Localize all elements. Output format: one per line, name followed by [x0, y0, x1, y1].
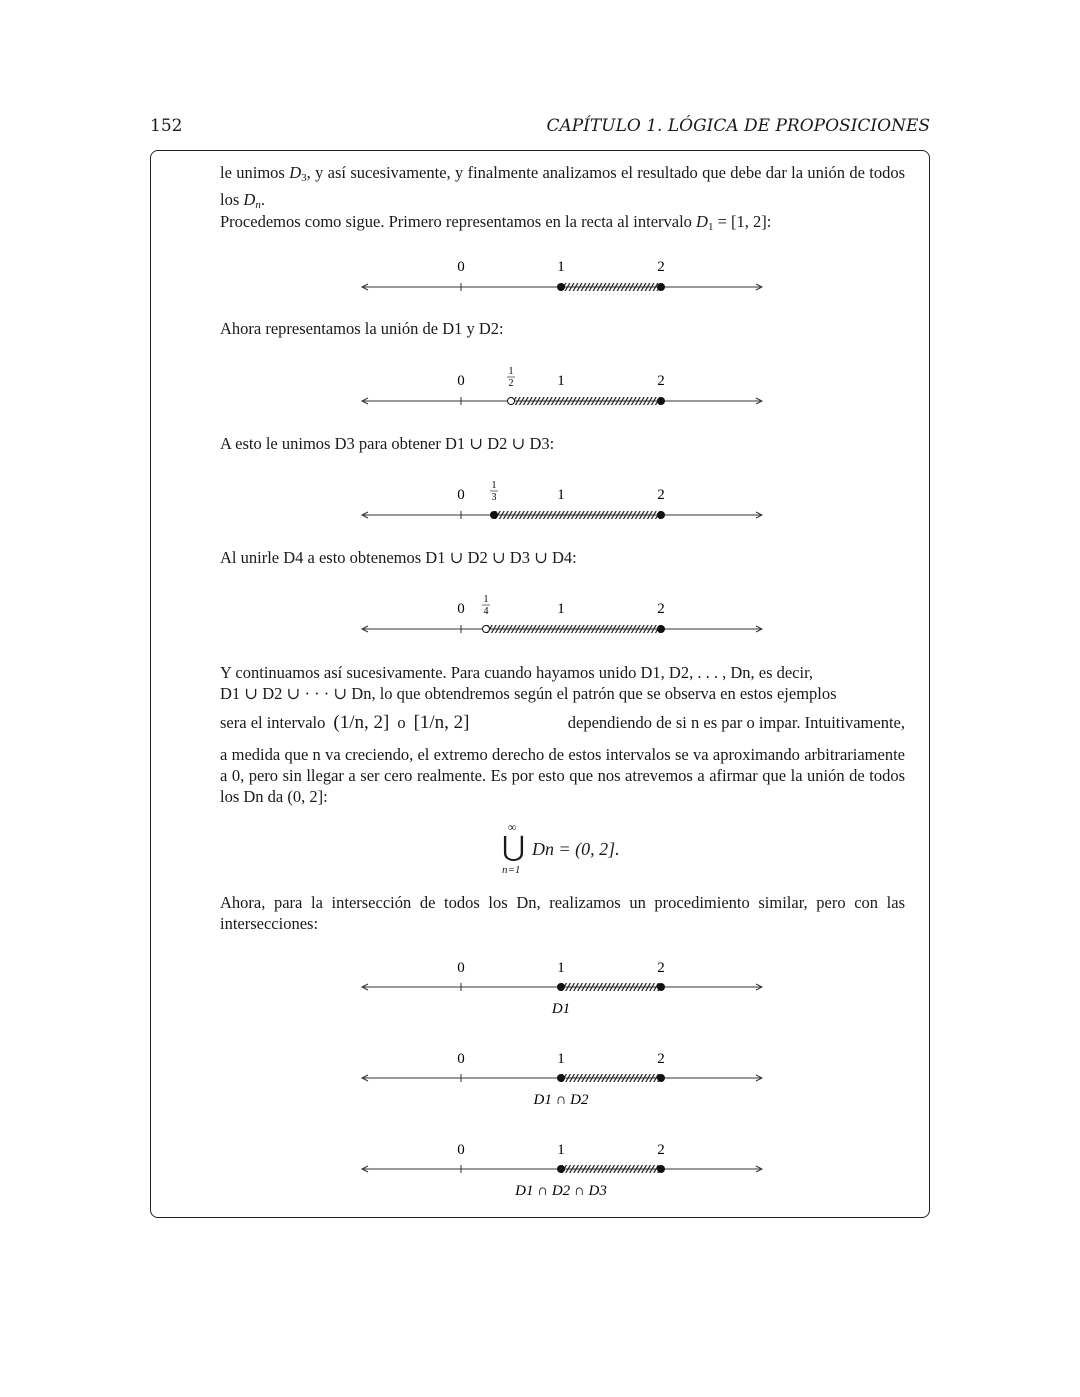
- tick-label-two: 2: [657, 1051, 665, 1067]
- number-line-union-d4: [360, 594, 770, 639]
- formula-body: Dn = (0, 2].: [532, 839, 620, 859]
- text: o: [397, 713, 406, 732]
- paragraph-6-line-3: [220, 712, 905, 733]
- tick-label-zero: 0: [457, 259, 465, 275]
- closed-endpoint: [557, 983, 565, 991]
- hatched-interval: [561, 283, 661, 291]
- number-line-union-d2: [360, 366, 770, 411]
- paragraph-1: [220, 162, 905, 216]
- closed-endpoint: [657, 1074, 665, 1082]
- tick-label-zero: 0: [457, 373, 465, 389]
- tick-label-zero: 0: [457, 1051, 465, 1067]
- number-line-union-d3: [360, 480, 770, 525]
- tick-label-third-den: 3: [491, 492, 497, 503]
- hatched-interval: [494, 511, 661, 519]
- tick-label-zero: 0: [457, 601, 465, 617]
- tick-label-third-num: 1: [491, 480, 497, 491]
- formula-upper: ∞: [508, 820, 517, 834]
- closed-endpoint: [657, 283, 665, 291]
- closed-endpoint: [557, 1165, 565, 1173]
- tick-label-one: 1: [557, 487, 565, 503]
- closed-endpoint: [657, 983, 665, 991]
- paragraph-5: Al unirle D4 a esto obtenemos D1 ∪ D2 ∪ D3 ∪ D4:: [220, 548, 577, 567]
- text: le unimos: [220, 163, 290, 182]
- interval-caption: D1 ∩ D2 ∩ D3: [515, 1183, 607, 1199]
- tick-label-quarter-num: 1: [483, 594, 489, 605]
- hatched-interval: [561, 1165, 661, 1173]
- paragraph-6-line-2: D1 ∪ D2 ∪ · · · ∪ Dn, lo que obtendremos según el patrón que se observa en estos ejemplos: [220, 684, 837, 703]
- text: dependiendo de si n es par o impar. Intuitivamente,: [567, 713, 905, 732]
- paragraph-7: Ahora, para la intersección de todos los Dn, realizamos un procedimiento similar, pero con las intersecciones:: [220, 893, 905, 933]
- running-title: CAPÍTULO 1. LÓGICA DE PROPOSICIONES: [546, 116, 930, 136]
- subscript: 1: [707, 221, 714, 233]
- paragraph-3: Ahora representamos la unión de D1 y D2:: [220, 319, 504, 338]
- number-line-int-1: [360, 956, 770, 1021]
- tick-label-one: 1: [557, 259, 565, 275]
- tick-label-zero: 0: [457, 960, 465, 976]
- math: D: [243, 190, 256, 209]
- text: = [1, 2]:: [713, 212, 772, 231]
- math: D: [289, 163, 302, 182]
- text: sera el intervalo: [220, 713, 326, 732]
- text: Procedemos como sigue. Primero representamos en la recta al intervalo: [220, 212, 697, 231]
- closed-endpoint: [657, 625, 665, 633]
- number-line-int-2: [360, 1047, 770, 1112]
- closed-endpoint: [657, 397, 665, 405]
- tick-label-half-num: 1: [508, 366, 514, 377]
- closed-endpoint: [490, 511, 498, 519]
- text: .: [260, 190, 265, 209]
- page-header: [150, 116, 930, 140]
- hatched-interval: [511, 397, 661, 405]
- tick-label-zero: 0: [457, 1142, 465, 1158]
- tick-label-one: 1: [557, 1142, 565, 1158]
- tick-label-one: 1: [557, 601, 565, 617]
- hatched-interval: [561, 1074, 661, 1082]
- formula-lower: n=1: [502, 864, 521, 876]
- tick-label-quarter-den: 4: [483, 606, 489, 617]
- closed-endpoint: [557, 283, 565, 291]
- page-number: 152: [150, 116, 183, 136]
- number-line-d1: [360, 255, 770, 300]
- text: , y así sucesivamente, y finalmente analizamos el resultado que debe dar la unión de todos los: [220, 163, 906, 209]
- paragraph-4: A esto le unimos D3 para obtener D1 ∪ D2 ∪ D3:: [220, 434, 555, 453]
- interval-closed: [1/n, 2]: [413, 712, 470, 733]
- open-endpoint: [508, 398, 515, 405]
- paragraph-6-rest: a medida que n va creciendo, el extremo derecho de estos intervalos se va aproximando arbitrariamente a 0, pero sin llegar a ser cero realmente. Es por esto que nos atrevemos a afirmar que la unión de todos los Dn da (0, 2]:: [220, 745, 905, 806]
- open-endpoint: [483, 626, 490, 633]
- tick-label-two: 2: [657, 373, 665, 389]
- tick-label-two: 2: [657, 601, 665, 617]
- paragraph-6-line-1: Y continuamos así sucesivamente. Para cuando hayamos unido D1, D2, . . . , Dn, es decir,: [220, 663, 814, 682]
- interval-open: (1/n, 2]: [333, 712, 390, 733]
- number-line-int-3: [360, 1138, 770, 1203]
- tick-label-half-den: 2: [508, 378, 514, 389]
- interval-caption: D1 ∩ D2: [533, 1092, 589, 1108]
- tick-label-zero: 0: [457, 487, 465, 503]
- hatched-interval: [486, 625, 661, 633]
- tick-label-two: 2: [657, 487, 665, 503]
- interval-caption: D1: [551, 1001, 571, 1017]
- subscript: n: [255, 199, 261, 211]
- closed-endpoint: [557, 1074, 565, 1082]
- tick-label-two: 2: [657, 259, 665, 275]
- big-union-icon: ⋃: [502, 832, 525, 863]
- tick-label-two: 2: [657, 960, 665, 976]
- closed-endpoint: [657, 1165, 665, 1173]
- tick-label-two: 2: [657, 1142, 665, 1158]
- paragraph-2: [220, 211, 905, 238]
- hatched-interval: [561, 983, 661, 991]
- union-formula: [500, 822, 700, 882]
- closed-endpoint: [657, 511, 665, 519]
- tick-label-one: 1: [557, 1051, 565, 1067]
- math: D: [696, 212, 708, 231]
- subscript: 3: [301, 172, 307, 184]
- tick-label-one: 1: [557, 373, 565, 389]
- tick-label-one: 1: [557, 960, 565, 976]
